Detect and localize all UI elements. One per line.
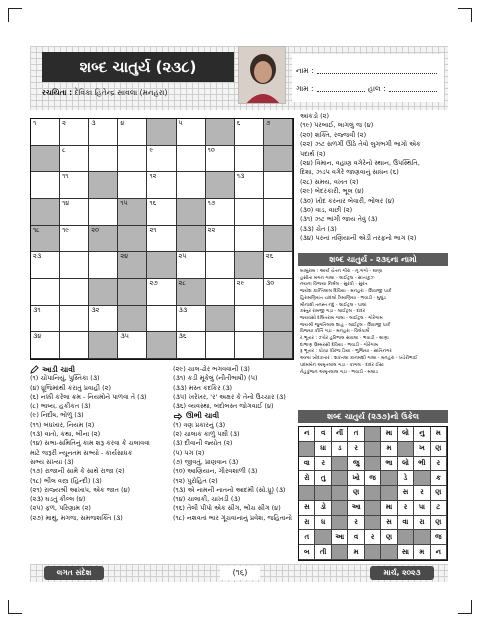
solution-cell: તુ [315,471,331,486]
puzzle-title: શબ્દ ચાતુર્ય (૨૩૮) [42,52,234,82]
solution-cell: મ [348,545,364,560]
solution-block-cell [365,486,381,501]
grid-cell[interactable] [89,119,118,146]
grid-cell[interactable] [118,146,147,173]
clue-number: ૧૬ [149,198,157,207]
winner-line: જયેશ કાન્તિલાલ દિવિયા - મનહરા - શિવાજી પાર્ક [300,289,392,295]
grid-block-cell [264,146,293,173]
grid-cell[interactable] [147,146,176,173]
grid-cell[interactable] [60,252,89,279]
solution-cell: ણ [431,442,447,457]
across-continued-list [173,365,295,411]
pencil-icon [30,365,39,374]
clue-number: ૪ [120,119,125,127]
clue-line: (૨૪) વિમાન, વહાણ વગેરેનો સ્થાન, ઉપસ્થિતિ, [300,159,420,168]
winners-list [300,269,450,376]
clue-line: (૧૯) પરબાઈ, લાગલું જ (૪) [300,121,374,130]
clue-number: ૨૦ [91,225,99,234]
solution-cell: આ [332,530,348,545]
grid-cell[interactable] [177,146,206,173]
across-clue: (૮) ભાષ્ય, હકીકત (૩) [30,402,91,411]
solution-cell: ખ [414,442,430,457]
down-clue: (૧૦) આણિયાન, ગૌરવશાળી (૩) [173,467,258,476]
across-heading [30,365,168,374]
solution-block-cell [315,486,331,501]
grid-block-cell [206,172,235,199]
solution-cell: નુ [414,427,430,442]
solution-cell: ડો [315,501,331,516]
winner-line: પદમબેન અમૃતલાલ ગડ઼ા - કાગલ - દાદર ઈસ્ટ [300,362,384,368]
solution-block-cell [381,545,397,560]
grid-cell[interactable] [60,306,89,333]
down-clue: (૧) ત્રણ પ્રકારનું (૩) [173,420,226,429]
clue-number: ૧૦ [207,145,215,154]
solution-cell: તી [315,545,331,560]
solution-cell: ધ [315,516,331,531]
solution-cell: નીં [332,427,348,442]
grid-cell[interactable] [118,119,147,146]
pointing-hand-icon [173,412,183,421]
solution-cell: ત [348,427,364,442]
across-clue: સભ્ય સંખ્યા (૩) [30,457,74,466]
grid-cell[interactable] [31,172,60,199]
solution-cell: મા [381,427,397,442]
clue-line: (૨૮) સમય, વખત (૨) [300,177,359,186]
across-clue: (૧૧) બંધખાર, નિયમ (૨) [30,420,95,429]
grid-cell[interactable] [60,172,89,199]
crop-mark-bottom-left [8,600,22,614]
across-clue: (૪) ધ્રૂજિમાંથી કરાતું પ્રવાહી (૨) [30,383,111,392]
solution-cell: ન [299,427,315,442]
clue-line: દિશા, ઝડપ વગેરે જાણવાનું સાધન (૬) [300,168,399,177]
solution-cell: ર [431,457,447,472]
solution-block-cell [381,471,397,486]
grid-block-cell [147,119,176,146]
winner-line: વિજયા કીર્તિ ગડ઼ા - મનહરા - વિલેપાર્લે [300,329,370,335]
clue-line: (૨૦) શક્તિ, રજ્જવી (૨) [300,130,367,139]
grid-cell[interactable] [60,226,89,253]
author-name: દેવિકા હિતેન્દ્ર સાવલા (મનહરા) [74,88,168,97]
clue-line: (૩૦) વાડ, વાછી (૨) [300,206,353,215]
across-column [30,365,168,523]
solution-cell: સ [299,501,315,516]
grid-block-cell [147,252,176,279]
issue-date: માર્ચ, ૨૦૨૩ [370,566,434,580]
clue-number: ૧૧ [62,172,69,181]
grid-cell[interactable] [235,146,264,173]
grid-block-cell [177,279,206,306]
grid-cell[interactable] [31,279,60,306]
down-clue: (૭) જીવતું, પ્રાણવાન (૩) [173,457,239,466]
solution-cell: ણ [431,486,447,501]
solution-block-cell [365,516,381,531]
solution-block-cell [332,545,348,560]
grid-cell[interactable] [235,199,264,226]
name-field[interactable] [317,73,437,74]
clue-number: ૩ [91,119,96,127]
clue-number: ૧૪ [62,198,70,207]
clue-line: (૩૩) ચેત (૩) [300,224,337,233]
solution-block-cell [315,530,331,545]
solution-cell: ડ [332,442,348,457]
grid-cell[interactable] [177,172,206,199]
solution-cell: બ [299,545,315,560]
clue-line: (૩૧) ઝટ ભાંગી જાય તેવું (૩) [300,215,378,224]
solution-block-cell [398,442,414,457]
grid-cell[interactable] [206,279,235,306]
grid-block-cell [89,226,118,253]
solution-cell: મા [381,501,397,516]
grid-cell[interactable] [118,332,147,359]
grid-cell[interactable] [264,279,293,306]
winner-line: નેહકુંજન અમૃતલાલ ગડ઼ા - ભવાડી - મલાડ [300,369,378,375]
clue-number: ૩૧ [33,305,41,314]
solution-block-cell [365,427,381,442]
grid-cell[interactable] [264,199,293,226]
clue-number: ૧૩ [236,172,245,181]
solution-cell: રો [299,471,315,486]
winners-banner: શબ્દ ચાતુર્ય - ૨૩૬ના નામો [298,253,448,266]
solution-cell: ર [315,457,331,472]
continued-clues [300,112,450,244]
solution-cell: ણ [348,486,364,501]
clue-number: ૩૩ [178,305,188,314]
across-clue: (૩૧) કડી મૂકેલું (નીતીભાષી) (૫) [173,374,258,383]
across-clue: (૨૩) ઘડતું કીલ્લ (૪) [30,495,86,504]
grid-cell[interactable] [206,252,235,279]
clue-number: ૮ [62,145,66,154]
grid-cell[interactable] [147,172,176,199]
grid-cell[interactable] [31,119,60,146]
grid-cell[interactable] [177,306,206,333]
grid-cell[interactable] [31,306,60,333]
clue-number: ૫ [178,119,183,127]
across-clue: (૨૯) ચાલ-ઢોર ભગવવાની (૩) [173,365,250,373]
across-clue: (૧૩) વાતો, કથા, બીના (૨) [30,430,101,439]
grid-cell[interactable] [264,252,293,279]
clue-line: પદાર્થ (૨) [300,149,326,158]
clue-number: ૧૫ [120,198,128,207]
solution-cell: ર [348,516,364,531]
solution-cell: ર [365,530,381,545]
solution-cell: ર [348,442,364,457]
grid-cell[interactable] [89,252,118,279]
grid-cell[interactable] [147,306,176,333]
solution-cell: સા [398,545,414,560]
grid-block-cell [177,226,206,253]
winner-line: ર.ભૂતાર : ઝવેર હરિભાલ સાવલા - ભવાડી - થાણા [300,336,389,342]
grid-cell[interactable] [147,199,176,226]
grid-block-cell [118,279,147,306]
hall-field[interactable] [389,91,437,92]
puzzle-header [30,46,448,110]
solution-block-cell [332,457,348,472]
solution-cell: ભા [381,457,397,472]
solution-cell: આ [348,501,364,516]
clue-number: ૩૨ [91,305,100,314]
solution-cell: મ [414,545,430,560]
across-clue: (૨૭) માથું, મગજ, સમજશક્તિ (૩) [30,513,123,522]
solution-cell: રા [299,516,315,531]
across-clue: (૬) નક્કી કરેલા ક્રમ - નિયમોને પાળવા તે (૩) [30,392,147,401]
solution-banner: શબ્દ ચાતુર્ય (૨૩૭)નો ઉકેલ [298,410,448,423]
solution-cell: ન [431,545,447,560]
clue-number: ૨૩ [33,252,42,261]
author-photo [238,46,286,104]
winner-line: કસ્તુર રામજી ગડ઼ા - લાઈટ્રલ - દાદર [300,309,366,315]
clue-number: ૨૯ [236,278,245,287]
grid-cell[interactable] [177,119,206,146]
grid-cell[interactable] [206,226,235,253]
grid-block-cell [147,332,176,359]
solution-block-cell [299,442,315,457]
clue-number: ૩૫ [120,332,129,341]
clue-number: ૧૭ [207,198,216,207]
name-row [296,58,440,76]
down-clue: (૩) દીવાની જ્યોત (૨) [173,439,233,448]
page-footer [30,564,448,582]
clue-number: ૧૨ [149,172,157,181]
across-title: આડી ચાવી [42,365,76,374]
clue-number: ૧૮ [33,225,40,234]
solution-block-cell [414,530,430,545]
down-list [173,421,295,523]
crop-mark-bottom-right [458,600,472,614]
grid-cell[interactable] [177,252,206,279]
down-column [173,365,295,523]
solution-cell: મ [431,427,447,442]
clue-number: ૨૧ [149,225,157,234]
solution-cell: ટ [431,501,447,516]
clue-line: (૨૨) ઝટ સળગી ઊઠે તેવો લુગભગી ભાગો એક [300,140,421,149]
clue-number: ૨૪ [120,252,129,261]
clue-number: ૧ [33,119,37,127]
clue-number: ૩૦ [265,278,275,287]
solution-cell: જ [431,530,447,545]
winner-line: અન્ય ખોદકતાર : શકંતલા કાનમશી ગાલા - મનહરા - ખંડેરીભાઈ [300,356,418,362]
solution-cell: જુ [348,457,364,472]
clue-number: ૨ [62,119,66,127]
solution-block-cell [414,471,430,486]
grid-cell[interactable] [235,279,264,306]
grid-cell[interactable] [264,172,293,199]
down-clue: (૫) પગ (૨) [173,448,205,457]
down-clue: (૧૪) ચાલાકી, ચાખડી (૩) [173,495,241,504]
winner-line: જયશ્રી જુગતિલાલ શાહ - લાઈટ્રલ - શિવાજી પાર્ક [300,322,391,328]
clue-number: ૭ [265,119,271,127]
clue-number: ૨૬ [265,252,274,261]
grid-block-cell [264,226,293,253]
across-list [30,374,168,523]
winner-line: હસીતા મગન ગાલા - લાઈટ્રલ - સાંતાકુઝ [300,275,375,281]
grid-cell[interactable] [235,306,264,333]
grid-cell[interactable] [60,119,89,146]
across-clue: (૧૮) ભીલ વસ્ત્ર (હિન્દી) (૩) [30,476,102,485]
solution-cell: રા [414,516,430,531]
crop-mark-top-left [8,8,22,22]
across-clue: (૨૫) ફળ, પરિણામ (૨) [30,504,91,513]
clue-number: ૩૪ [33,332,42,341]
grid-block-cell [118,226,147,253]
winner-line: દાભાણ ઉમ્મરસી દેવિયા - ભવાડી - ગોરેગામ [300,342,379,348]
crossword-grid [30,118,294,360]
down-title: ઊભી ચાવી [186,411,220,421]
clue-number: ૯ [149,145,154,154]
clue-number: ૨૮ [178,278,186,287]
grid-cell[interactable] [60,332,89,359]
hall-label: હાલ : [367,84,386,93]
across-clue: (૩૫) ખરેખર, 'ર' અક્ષર કે તેનો ઉચ્ચાર (૩) [173,392,286,401]
clue-line: (૩૪) પરનાં તણિયાની એડી તરફનો ભાગ (૨) [300,234,417,243]
solution-cell: પા [414,501,430,516]
across-clue: (૩૬) વ્યવસ્થા, બંદોબસ્ત જોગવાઈ (૪) [173,402,274,411]
solution-cell: વા [398,516,414,531]
solution-block-cell [365,501,381,516]
solution-cell: ડે [398,471,414,486]
grid-block-cell [264,119,293,146]
grid-cell[interactable] [235,226,264,253]
down-clue: (૧૨) પુરોહિત (૨) [173,476,218,485]
grid-cell[interactable] [118,172,147,199]
entry-fields [292,54,444,102]
solution-cell: ણ [431,516,447,531]
clue-number: ૧૯ [62,225,70,234]
solution-cell: મ [381,442,397,457]
solution-block-cell [299,486,315,501]
solution-block-cell [365,457,381,472]
grid-block-cell [264,332,293,359]
crop-mark-top-right [458,8,472,22]
down-clue: (૧૩) એ નામની નાતનો આદમી (સો.ધ્રૂ) (૩) [173,485,286,494]
winner-line: નયના વિજયા નિર્મલ - સુરવી - સુરત [300,282,368,288]
grid-block-cell [235,252,264,279]
clue-number: ૬ [236,119,241,127]
grid-cell[interactable] [177,332,206,359]
across-clue: (૯) નિર્દોષ, ભોળું (૩) [30,411,84,420]
solution-cell: ભી [414,457,430,472]
grid-block-cell [177,199,206,226]
grid-block-cell [89,279,118,306]
clue-number: ૨૨ [207,225,216,234]
solution-block-cell [332,501,348,516]
solution-block-cell [381,486,397,501]
winner-line: હિરામણિયંત ચાંદલો ત્રિમાણિયા - ભવાડી - મુલુંડ [300,295,386,301]
solution-cell: ક [431,471,447,486]
grid-cell[interactable] [147,279,176,306]
down-heading [173,411,295,420]
winner-line: રૂ ભૂતાર : પોષ્પા ધીરજ ડિયા - ભુજિયા - સાંતિનગર [300,349,392,355]
grid-cell[interactable] [235,332,264,359]
grid-block-cell [118,306,147,333]
winner-line: જયવસો દલિતરામ ગાલા - લાઈટ્રલ - ગોરેગામ [300,315,383,321]
grid-block-cell [118,199,147,226]
grid-cell[interactable] [31,252,60,279]
solution-cell: સ [381,516,397,531]
magazine-name: લગત સંદેશ [44,566,104,580]
solution-cell: ણ [381,530,397,545]
solution-cell: ત [299,530,315,545]
solution-block-cell [332,486,348,501]
grid-cell[interactable] [60,199,89,226]
solution-cell: ધા [315,442,331,457]
winner-line: બાબુરામ : આર્ય ચેતન ગીરા - નૃ.ગંગો - થાણા [300,269,383,274]
grid-block-cell [89,172,118,199]
clue-number: ૨૫ [178,252,187,261]
winner-line: મીનાક્ષી તનસ્ત નંદુ - લાઈટ્રલ - પાલાં [300,302,367,308]
grid-block-cell [264,306,293,333]
clue-number: ૨૭ [149,278,158,287]
name-label: નામ : [296,66,314,75]
grid-block-cell [206,306,235,333]
grid-block-cell [89,332,118,359]
solution-cell: લો [398,427,414,442]
solution-cell: સ [398,486,414,501]
solution-cell: વ [315,427,331,442]
clue-line: (૨૯) બેદરકારી, ભૂલ (૪) [300,187,364,196]
down-clue: (૨) ચાલાક કાળું પક્ષી (૩) [173,430,240,439]
across-clue: (૧૭) રાજાની સામે કે સાથે રાજા (૨) [30,467,125,476]
grid-block-cell [31,199,60,226]
grid-cell[interactable] [31,332,60,359]
grid-cell[interactable] [206,199,235,226]
solution-cell: વ [348,530,364,545]
grid-block-cell [31,226,60,253]
solution-block-cell [398,530,414,545]
down-clue: (૧૬) તેલી પીપો એક સીગ, ભોંચ સીગ (૪) [173,504,281,513]
solution-block-cell [365,442,381,457]
village-label: ગામ : [296,84,314,93]
grid-cell[interactable] [235,172,264,199]
grid-cell[interactable] [89,146,118,173]
grid-cell[interactable] [206,146,235,173]
across-clue: (૧૪) સભા-સમિતિનું કામ શરૂ કરવા કે ચલાવવા [30,439,150,448]
solution-cell: જ [365,471,381,486]
across-clue: (૩૩) મસ્ત કદકિર (૩) [173,383,233,392]
solution-block-cell [332,471,348,486]
page-number: (૧૬) [220,566,260,580]
solution-grid [298,426,448,561]
solution-cell: ર [398,501,414,516]
grid-cell[interactable] [147,226,176,253]
solution-block-cell [332,516,348,531]
solution-cell: વા [299,457,315,472]
village-field[interactable] [317,91,365,92]
grid-block-cell [31,146,60,173]
grid-cell[interactable] [206,332,235,359]
clue-line: આંકડો (૨) [300,112,330,120]
grid-cell[interactable] [235,119,264,146]
grid-block-cell [118,252,147,279]
grid-block-cell [206,119,235,146]
grid-cell[interactable] [89,306,118,333]
across-clue: (૧) ચોપાનિયું, પુસ્તિકા (૩) [30,374,100,383]
grid-cell[interactable] [60,279,89,306]
solution-cell: ખો [348,471,364,486]
clue-number: ૩૬ [178,332,187,341]
across-clue: માટે જરૂરી ન્યૂનતમ સભ્યો - કાર્યસાધક [30,448,133,457]
clue-line: (૩૦) ખોદ કરનાર બેવારી, ભોલર (૪) [300,196,395,205]
solution-block-cell [365,545,381,560]
across-clue: (૨૧) રાજ્યશ્રી આખાપ, એક જાત (૪) [30,485,131,494]
solution-cell: ર [414,486,430,501]
solution-cell: લો [398,457,414,472]
down-clue: (૧૮) નશવતાં ભાર ગૂંચવાનાંનું પ્રવેશ, જહિતાનો [173,513,292,522]
author-label: રચયિતા : [42,88,73,97]
village-row [296,76,440,94]
grid-cell[interactable] [60,146,89,173]
grid-cell[interactable] [89,199,118,226]
